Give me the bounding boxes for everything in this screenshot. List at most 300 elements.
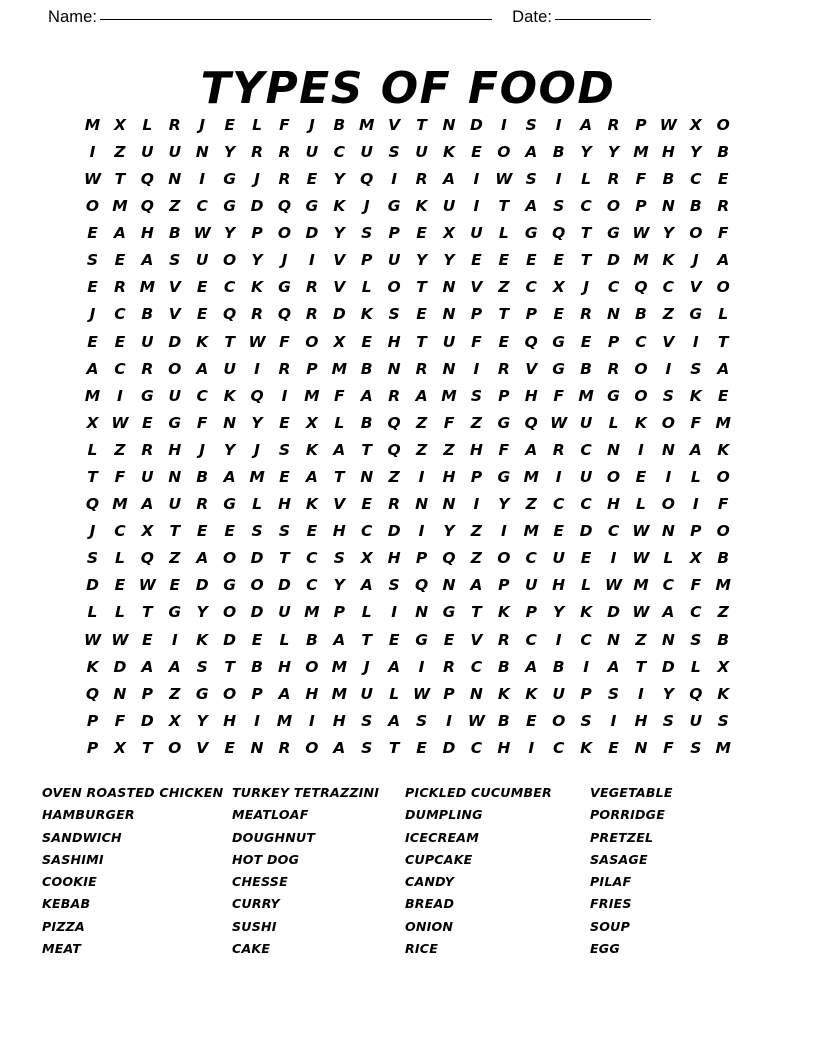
grid-cell[interactable]: X bbox=[689, 549, 702, 568]
grid-cell[interactable]: Q bbox=[689, 684, 703, 703]
grid-cell[interactable]: O bbox=[497, 549, 511, 568]
grid-cell[interactable]: S bbox=[196, 657, 208, 676]
grid-cell[interactable]: Y bbox=[333, 576, 345, 595]
grid-cell[interactable]: Q bbox=[634, 278, 648, 297]
grid-cell[interactable]: X bbox=[113, 738, 126, 757]
grid-cell[interactable]: U bbox=[524, 576, 538, 595]
word-list-item[interactable]: COOKIE bbox=[42, 874, 97, 890]
grid-cell[interactable]: O bbox=[277, 224, 292, 243]
grid-cell[interactable]: K bbox=[415, 197, 428, 216]
grid-cell[interactable]: Z bbox=[169, 197, 181, 216]
grid-cell[interactable]: U bbox=[141, 142, 154, 161]
word-list-item[interactable]: SASAGE bbox=[590, 851, 648, 867]
grid-cell[interactable]: N bbox=[634, 738, 648, 757]
grid-cell[interactable]: F bbox=[717, 495, 729, 514]
grid-cell[interactable]: L bbox=[114, 603, 125, 622]
grid-cell[interactable]: C bbox=[114, 359, 126, 378]
grid-cell[interactable]: K bbox=[305, 495, 318, 514]
grid-cell[interactable]: W bbox=[550, 413, 568, 432]
grid-cell[interactable]: E bbox=[580, 332, 592, 351]
grid-cell[interactable]: K bbox=[497, 684, 510, 703]
grid-cell[interactable]: S bbox=[525, 115, 537, 134]
grid-cell[interactable]: P bbox=[86, 711, 99, 730]
grid-cell[interactable]: H bbox=[332, 711, 346, 730]
grid-cell[interactable]: P bbox=[607, 332, 620, 351]
grid-cell[interactable]: M bbox=[276, 711, 293, 730]
grid-cell[interactable]: O bbox=[168, 359, 182, 378]
word-list-item[interactable]: HAMBURGER bbox=[42, 807, 135, 823]
grid-cell[interactable]: E bbox=[361, 495, 373, 514]
grid-cell[interactable]: A bbox=[580, 115, 593, 134]
grid-cell[interactable]: F bbox=[196, 413, 208, 432]
grid-cell[interactable]: R bbox=[552, 440, 565, 459]
grid-cell[interactable]: L bbox=[252, 115, 262, 134]
grid-cell[interactable]: P bbox=[690, 522, 702, 541]
grid-cell[interactable]: Y bbox=[553, 603, 565, 622]
grid-cell[interactable]: I bbox=[446, 711, 452, 730]
grid-cell[interactable]: B bbox=[635, 305, 647, 324]
grid-cell[interactable]: I bbox=[555, 115, 562, 134]
grid-cell[interactable]: R bbox=[388, 495, 401, 514]
grid-cell[interactable]: E bbox=[251, 630, 263, 649]
grid-cell[interactable]: E bbox=[196, 305, 208, 324]
grid-cell[interactable]: E bbox=[471, 251, 482, 270]
grid-cell[interactable]: O bbox=[387, 278, 401, 297]
grid-cell[interactable]: R bbox=[717, 197, 730, 216]
grid-cell[interactable]: Y bbox=[196, 603, 208, 622]
grid-cell[interactable]: T bbox=[224, 332, 235, 351]
grid-cell[interactable]: C bbox=[690, 603, 702, 622]
grid-cell[interactable]: Q bbox=[387, 440, 401, 459]
grid-cell[interactable]: A bbox=[141, 657, 154, 676]
word-list-item[interactable]: CAKE bbox=[232, 941, 271, 957]
word-list-item[interactable]: PORRIDGE bbox=[590, 807, 666, 823]
grid-cell[interactable]: O bbox=[634, 359, 648, 378]
word-list-item[interactable]: SOUP bbox=[590, 918, 631, 934]
grid-cell[interactable]: U bbox=[360, 684, 374, 703]
grid-cell[interactable]: L bbox=[663, 549, 674, 568]
grid-cell[interactable]: T bbox=[580, 251, 592, 270]
grid-cell[interactable]: T bbox=[142, 603, 153, 622]
grid-cell[interactable]: C bbox=[333, 142, 345, 161]
grid-cell[interactable]: F bbox=[717, 224, 729, 243]
grid-cell[interactable]: F bbox=[471, 332, 482, 351]
word-list-item[interactable]: EGG bbox=[590, 941, 620, 957]
grid-cell[interactable]: X bbox=[552, 278, 565, 297]
grid-cell[interactable]: A bbox=[278, 684, 291, 703]
grid-cell[interactable]: R bbox=[607, 115, 620, 134]
grid-cell[interactable]: K bbox=[525, 684, 538, 703]
grid-cell[interactable]: L bbox=[608, 413, 619, 432]
grid-cell[interactable]: C bbox=[306, 576, 318, 595]
grid-cell[interactable]: A bbox=[470, 576, 483, 595]
grid-cell[interactable]: P bbox=[470, 305, 483, 324]
grid-cell[interactable]: H bbox=[552, 576, 566, 595]
grid-cell[interactable]: N bbox=[607, 630, 620, 649]
word-list-item[interactable]: CHESSE bbox=[232, 874, 288, 890]
word-list-item[interactable]: TURKEY TETRAZZINI bbox=[232, 785, 380, 800]
word-list-item[interactable]: DUMPLING bbox=[405, 807, 483, 823]
grid-cell[interactable]: M bbox=[715, 413, 731, 432]
grid-cell[interactable]: Q bbox=[414, 576, 429, 595]
grid-cell[interactable]: O bbox=[552, 711, 566, 730]
grid-cell[interactable]: G bbox=[168, 413, 182, 432]
grid-cell[interactable]: C bbox=[690, 169, 702, 188]
grid-cell[interactable]: Y bbox=[223, 142, 236, 161]
grid-cell[interactable]: B bbox=[196, 468, 209, 487]
grid-cell[interactable]: S bbox=[415, 711, 428, 730]
grid-cell[interactable]: Z bbox=[169, 684, 181, 703]
grid-cell[interactable]: E bbox=[114, 251, 126, 270]
grid-cell[interactable]: Q bbox=[277, 197, 292, 216]
date-input-line[interactable] bbox=[555, 18, 651, 20]
grid-cell[interactable]: D bbox=[113, 657, 127, 676]
grid-cell[interactable]: R bbox=[251, 305, 263, 324]
grid-cell[interactable]: P bbox=[498, 386, 510, 405]
grid-cell[interactable]: M bbox=[441, 386, 457, 405]
grid-cell[interactable]: R bbox=[415, 359, 428, 378]
grid-cell[interactable]: Z bbox=[169, 549, 181, 568]
grid-cell[interactable]: Y bbox=[443, 522, 455, 541]
grid-cell[interactable]: C bbox=[580, 630, 592, 649]
grid-cell[interactable]: S bbox=[690, 359, 702, 378]
grid-cell[interactable]: O bbox=[497, 142, 511, 161]
grid-cell[interactable]: L bbox=[87, 440, 98, 459]
grid-cell[interactable]: I bbox=[583, 657, 589, 676]
grid-cell[interactable]: E bbox=[279, 413, 290, 432]
grid-cell[interactable]: R bbox=[305, 278, 318, 297]
grid-cell[interactable]: E bbox=[498, 332, 510, 351]
word-list-item[interactable]: PILAF bbox=[590, 874, 632, 890]
grid-cell[interactable]: C bbox=[552, 738, 565, 757]
word-list-item[interactable]: SANDWICH bbox=[42, 829, 122, 845]
grid-cell[interactable]: R bbox=[141, 440, 154, 459]
grid-cell[interactable]: N bbox=[168, 169, 182, 188]
grid-cell[interactable]: D bbox=[305, 224, 319, 243]
grid-cell[interactable]: Q bbox=[387, 413, 401, 432]
grid-cell[interactable]: H bbox=[469, 440, 483, 459]
grid-cell[interactable]: P bbox=[361, 251, 373, 270]
grid-cell[interactable]: D bbox=[168, 332, 182, 351]
grid-cell[interactable]: T bbox=[635, 657, 647, 676]
grid-cell[interactable]: A bbox=[689, 440, 702, 459]
grid-cell[interactable]: W bbox=[632, 603, 650, 622]
grid-cell[interactable]: Y bbox=[333, 169, 345, 188]
grid-cell[interactable]: K bbox=[497, 603, 510, 622]
grid-cell[interactable]: T bbox=[416, 115, 427, 134]
grid-cell[interactable]: V bbox=[470, 278, 483, 297]
grid-cell[interactable]: P bbox=[580, 684, 592, 703]
word-list-item[interactable]: FRIES bbox=[590, 896, 632, 912]
grid-cell[interactable]: R bbox=[196, 495, 209, 514]
grid-cell[interactable]: I bbox=[610, 711, 617, 730]
grid-cell[interactable]: E bbox=[87, 278, 98, 297]
grid-cell[interactable]: C bbox=[196, 386, 208, 405]
grid-cell[interactable]: Q bbox=[223, 305, 237, 324]
grid-cell[interactable]: A bbox=[305, 468, 318, 487]
grid-cell[interactable]: T bbox=[416, 278, 427, 297]
grid-cell[interactable]: E bbox=[279, 468, 290, 487]
grid-cell[interactable]: U bbox=[689, 711, 703, 730]
grid-cell[interactable]: A bbox=[360, 576, 373, 595]
grid-cell[interactable]: A bbox=[333, 738, 346, 757]
grid-cell[interactable]: D bbox=[250, 197, 264, 216]
grid-cell[interactable]: X bbox=[360, 549, 373, 568]
grid-cell[interactable]: H bbox=[524, 386, 538, 405]
grid-cell[interactable]: I bbox=[692, 495, 699, 514]
grid-cell[interactable]: W bbox=[83, 630, 102, 649]
word-list-item[interactable]: OVEN ROASTED CHICKEN bbox=[42, 785, 224, 800]
grid-cell[interactable]: Y bbox=[607, 142, 620, 161]
grid-cell[interactable]: L bbox=[690, 468, 701, 487]
grid-cell[interactable]: C bbox=[580, 197, 592, 216]
grid-cell[interactable]: Y bbox=[443, 251, 455, 270]
grid-cell[interactable]: B bbox=[717, 142, 730, 161]
grid-cell[interactable]: P bbox=[443, 684, 455, 703]
grid-cell[interactable]: X bbox=[689, 115, 702, 134]
grid-cell[interactable]: I bbox=[308, 251, 315, 270]
grid-cell[interactable]: G bbox=[223, 576, 236, 595]
grid-cell[interactable]: T bbox=[142, 738, 153, 757]
grid-cell[interactable]: L bbox=[389, 684, 400, 703]
grid-cell[interactable]: P bbox=[251, 224, 263, 243]
grid-cell[interactable]: E bbox=[224, 738, 235, 757]
grid-cell[interactable]: M bbox=[633, 251, 649, 270]
grid-cell[interactable]: S bbox=[690, 630, 702, 649]
grid-cell[interactable]: R bbox=[278, 359, 291, 378]
grid-cell[interactable]: U bbox=[223, 359, 236, 378]
grid-cell[interactable]: W bbox=[604, 576, 623, 595]
grid-cell[interactable]: K bbox=[717, 440, 730, 459]
grid-cell[interactable]: M bbox=[715, 738, 731, 757]
grid-cell[interactable]: Q bbox=[85, 495, 100, 514]
grid-cell[interactable]: G bbox=[497, 413, 511, 432]
grid-cell[interactable]: G bbox=[689, 305, 703, 324]
grid-cell[interactable]: Y bbox=[580, 142, 592, 161]
word-list-item[interactable]: VEGETABLE bbox=[590, 785, 673, 800]
name-input-line[interactable] bbox=[100, 18, 492, 20]
grid-cell[interactable]: H bbox=[661, 142, 675, 161]
grid-cell[interactable]: D bbox=[442, 738, 456, 757]
grid-cell[interactable]: E bbox=[443, 630, 455, 649]
grid-cell[interactable]: T bbox=[169, 522, 181, 541]
grid-cell[interactable]: L bbox=[87, 603, 98, 622]
grid-cell[interactable]: N bbox=[661, 630, 675, 649]
grid-cell[interactable]: T bbox=[361, 630, 372, 649]
grid-cell[interactable]: T bbox=[580, 224, 592, 243]
grid-cell[interactable]: S bbox=[717, 711, 729, 730]
grid-cell[interactable]: U bbox=[141, 332, 154, 351]
grid-cell[interactable]: I bbox=[171, 630, 178, 649]
grid-cell[interactable]: D bbox=[607, 603, 620, 622]
grid-cell[interactable]: O bbox=[716, 522, 730, 541]
grid-cell[interactable]: D bbox=[387, 522, 401, 541]
grid-cell[interactable]: R bbox=[278, 142, 291, 161]
grid-cell[interactable]: T bbox=[224, 657, 235, 676]
grid-cell[interactable]: P bbox=[251, 684, 263, 703]
word-list-item[interactable]: RICE bbox=[405, 941, 439, 957]
grid-cell[interactable]: S bbox=[388, 576, 400, 595]
grid-cell[interactable]: M bbox=[578, 386, 594, 405]
grid-cell[interactable]: A bbox=[141, 251, 154, 270]
grid-cell[interactable]: I bbox=[117, 386, 123, 405]
grid-cell[interactable]: L bbox=[361, 278, 372, 297]
grid-cell[interactable]: O bbox=[661, 413, 675, 432]
word-list-item[interactable]: DOUGHNUT bbox=[232, 829, 316, 845]
grid-cell[interactable]: F bbox=[114, 468, 126, 487]
grid-cell[interactable]: K bbox=[305, 440, 318, 459]
grid-cell[interactable]: I bbox=[528, 738, 535, 757]
grid-cell[interactable]: E bbox=[498, 251, 510, 270]
grid-cell[interactable]: I bbox=[473, 495, 480, 514]
grid-cell[interactable]: U bbox=[387, 251, 401, 270]
grid-cell[interactable]: T bbox=[361, 440, 372, 459]
grid-cell[interactable]: F bbox=[690, 413, 702, 432]
grid-cell[interactable]: S bbox=[553, 197, 565, 216]
grid-cell[interactable]: S bbox=[662, 386, 674, 405]
grid-cell[interactable]: J bbox=[89, 522, 96, 541]
grid-cell[interactable]: I bbox=[418, 468, 425, 487]
grid-cell[interactable]: E bbox=[553, 251, 564, 270]
grid-cell[interactable]: N bbox=[442, 576, 456, 595]
grid-cell[interactable]: K bbox=[662, 251, 675, 270]
grid-cell[interactable]: M bbox=[139, 278, 156, 297]
grid-cell[interactable]: B bbox=[333, 115, 346, 134]
grid-cell[interactable]: S bbox=[86, 549, 99, 568]
grid-cell[interactable]: P bbox=[635, 197, 647, 216]
grid-cell[interactable]: C bbox=[525, 630, 537, 649]
grid-cell[interactable]: L bbox=[114, 549, 125, 568]
grid-cell[interactable]: H bbox=[332, 522, 346, 541]
grid-cell[interactable]: N bbox=[223, 413, 237, 432]
grid-cell[interactable]: Q bbox=[140, 169, 154, 188]
grid-cell[interactable]: F bbox=[635, 169, 647, 188]
grid-cell[interactable]: P bbox=[388, 224, 400, 243]
grid-cell[interactable]: G bbox=[223, 495, 236, 514]
grid-cell[interactable]: Q bbox=[552, 224, 566, 243]
word-list-item[interactable]: CURRY bbox=[232, 896, 280, 912]
grid-cell[interactable]: N bbox=[113, 684, 127, 703]
grid-cell[interactable]: R bbox=[497, 630, 510, 649]
grid-cell[interactable]: Q bbox=[250, 386, 264, 405]
grid-cell[interactable]: N bbox=[661, 522, 675, 541]
grid-cell[interactable]: V bbox=[662, 332, 675, 351]
grid-cell[interactable]: Z bbox=[662, 305, 674, 324]
grid-cell[interactable]: B bbox=[717, 630, 730, 649]
grid-cell[interactable]: C bbox=[196, 197, 208, 216]
grid-cell[interactable]: Y bbox=[662, 224, 674, 243]
grid-cell[interactable]: W bbox=[413, 684, 431, 703]
grid-cell[interactable]: G bbox=[195, 684, 209, 703]
grid-cell[interactable]: A bbox=[442, 169, 455, 188]
grid-cell[interactable]: P bbox=[635, 115, 647, 134]
grid-cell[interactable]: B bbox=[251, 657, 263, 676]
grid-cell[interactable]: M bbox=[715, 576, 731, 595]
grid-cell[interactable]: S bbox=[470, 386, 482, 405]
grid-cell[interactable]: N bbox=[442, 359, 456, 378]
grid-cell[interactable]: S bbox=[278, 522, 291, 541]
grid-cell[interactable]: U bbox=[552, 549, 565, 568]
grid-cell[interactable]: L bbox=[498, 224, 509, 243]
grid-cell[interactable]: V bbox=[689, 278, 702, 297]
grid-cell[interactable]: X bbox=[443, 224, 455, 243]
grid-cell[interactable]: I bbox=[500, 115, 507, 134]
grid-cell[interactable]: Y bbox=[196, 711, 208, 730]
grid-cell[interactable]: S bbox=[361, 224, 373, 243]
grid-cell[interactable]: T bbox=[471, 603, 482, 622]
word-list-item[interactable]: ONION bbox=[405, 918, 454, 934]
grid-cell[interactable]: T bbox=[498, 197, 510, 216]
grid-cell[interactable]: Y bbox=[690, 142, 702, 161]
grid-cell[interactable]: O bbox=[85, 197, 100, 216]
grid-cell[interactable]: A bbox=[141, 495, 154, 514]
grid-cell[interactable]: O bbox=[716, 468, 730, 487]
grid-cell[interactable]: I bbox=[391, 169, 398, 188]
grid-cell[interactable]: Z bbox=[443, 440, 455, 459]
grid-cell[interactable]: K bbox=[86, 657, 99, 676]
grid-cell[interactable]: F bbox=[498, 440, 510, 459]
grid-cell[interactable]: M bbox=[84, 115, 101, 134]
grid-cell[interactable]: O bbox=[661, 495, 675, 514]
grid-cell[interactable]: Z bbox=[415, 413, 428, 432]
grid-cell[interactable]: O bbox=[606, 468, 621, 487]
word-list-item[interactable]: PICKLED CUCUMBER bbox=[405, 785, 552, 800]
grid-cell[interactable]: T bbox=[717, 332, 729, 351]
grid-cell[interactable]: V bbox=[196, 738, 209, 757]
grid-cell[interactable]: A bbox=[525, 440, 538, 459]
grid-cell[interactable]: I bbox=[638, 684, 644, 703]
grid-cell[interactable]: J bbox=[254, 440, 260, 459]
grid-cell[interactable]: W bbox=[632, 224, 650, 243]
grid-cell[interactable]: A bbox=[196, 359, 209, 378]
grid-cell[interactable]: K bbox=[196, 332, 209, 351]
grid-cell[interactable]: A bbox=[525, 197, 538, 216]
grid-cell[interactable]: E bbox=[388, 630, 400, 649]
grid-cell[interactable]: I bbox=[473, 359, 480, 378]
grid-cell[interactable]: O bbox=[223, 549, 237, 568]
grid-cell[interactable]: E bbox=[142, 413, 153, 432]
grid-cell[interactable]: Y bbox=[223, 440, 236, 459]
grid-cell[interactable]: D bbox=[579, 522, 593, 541]
grid-cell[interactable]: C bbox=[635, 332, 647, 351]
grid-cell[interactable]: W bbox=[632, 522, 650, 541]
grid-cell[interactable]: Q bbox=[524, 413, 538, 432]
grid-cell[interactable]: W bbox=[659, 115, 677, 134]
grid-cell[interactable]: M bbox=[112, 495, 128, 514]
grid-cell[interactable]: K bbox=[442, 142, 455, 161]
grid-cell[interactable]: Z bbox=[498, 278, 510, 297]
grid-cell[interactable]: B bbox=[305, 630, 318, 649]
grid-cell[interactable]: E bbox=[416, 224, 427, 243]
grid-cell[interactable]: A bbox=[607, 657, 620, 676]
grid-cell[interactable]: C bbox=[470, 738, 483, 757]
grid-cell[interactable]: U bbox=[442, 332, 456, 351]
grid-cell[interactable]: S bbox=[388, 142, 400, 161]
grid-cell[interactable]: K bbox=[223, 386, 236, 405]
grid-cell[interactable]: I bbox=[308, 711, 315, 730]
grid-cell[interactable]: A bbox=[662, 603, 675, 622]
grid-cell[interactable]: R bbox=[141, 359, 154, 378]
grid-cell[interactable]: O bbox=[223, 684, 237, 703]
grid-cell[interactable]: E bbox=[224, 522, 235, 541]
grid-cell[interactable]: R bbox=[497, 359, 510, 378]
grid-cell[interactable]: P bbox=[141, 684, 154, 703]
grid-cell[interactable]: U bbox=[470, 224, 483, 243]
grid-cell[interactable]: L bbox=[581, 576, 592, 595]
grid-cell[interactable]: Y bbox=[498, 495, 510, 514]
grid-cell[interactable]: N bbox=[442, 495, 456, 514]
grid-cell[interactable]: H bbox=[140, 224, 154, 243]
